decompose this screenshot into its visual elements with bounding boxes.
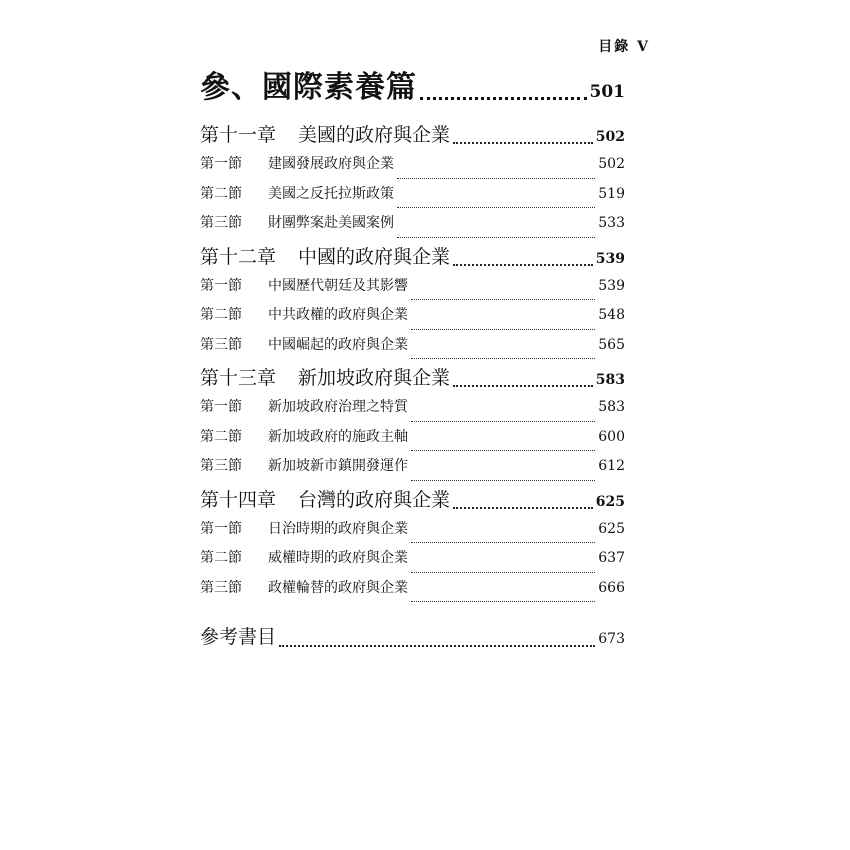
section-entry-page: 502: [598, 156, 625, 172]
chapter-entry-label: [200, 485, 450, 512]
section-entry-title: 日治時期的政府與企業: [268, 520, 408, 537]
section-entry[interactable]: [200, 547, 625, 577]
section-entry-title: 財團弊案赴美國案例: [268, 215, 394, 231]
section-entry-label: [200, 275, 408, 295]
part-page: 501: [589, 82, 625, 102]
chapter-entry-label: [200, 363, 450, 390]
dot-leader: [411, 572, 595, 573]
section-entry-title: 中共政權的政府與企業: [268, 307, 408, 323]
chapter-entry-title: 中國的政府與企業: [298, 245, 451, 268]
chapter-entry-number: 第十三章: [200, 367, 277, 389]
section-entry-number: 第二節: [200, 185, 242, 202]
section-entry-number: 第三節: [200, 458, 242, 474]
section-entry-title: 威權時期的政府與企業: [268, 550, 408, 566]
section-entry-title: 新加坡政府治理之特質: [268, 399, 408, 415]
table-of-contents: [200, 62, 625, 652]
chapter-entry-page: 502: [595, 129, 625, 145]
section-entry-page: 548: [598, 307, 625, 323]
section-entry-label: [200, 426, 408, 446]
chapter-entry[interactable]: [200, 363, 625, 392]
section-entry-label: [200, 547, 408, 567]
running-head: 目錄 V: [598, 39, 650, 55]
part-title: 參、國際素養篇: [200, 70, 417, 105]
chapter-entry-number: 第十一章: [200, 124, 277, 146]
chapter-entry-number: 第十四章: [200, 488, 277, 511]
chapter-entry-label: [200, 120, 450, 147]
section-entry-label: [200, 212, 394, 232]
section-entry-page: 533: [598, 215, 625, 231]
section-entry[interactable]: [200, 275, 625, 305]
section-entry-label: [200, 577, 408, 597]
section-entry-label: [200, 304, 408, 324]
section-entry-page: 583: [598, 399, 625, 415]
section-entry[interactable]: [200, 334, 625, 364]
section-entry-page: 519: [598, 185, 625, 202]
section-entry-label: [200, 153, 394, 173]
section-entry[interactable]: [200, 577, 625, 607]
section-entry-title: 建國發展政府與企業: [268, 156, 394, 172]
dot-leader: [411, 450, 595, 451]
dot-leader: [397, 207, 595, 208]
bibliography-page: 673: [598, 631, 625, 647]
dot-leader: [411, 601, 595, 602]
section-entry-title: 中國歷代朝廷及其影響: [268, 277, 408, 294]
section-entry-page: 539: [598, 277, 625, 294]
dot-leader: [411, 480, 595, 481]
chapter-entry-page: 539: [595, 250, 625, 267]
section-entry-label: [200, 455, 408, 475]
chapter-entry-title: 美國的政府與企業: [298, 124, 451, 146]
chapter-entry-page: 583: [595, 372, 625, 388]
section-entry-label: [200, 396, 408, 416]
dot-leader: [411, 542, 595, 543]
section-entry-page: 612: [598, 458, 625, 474]
section-entry[interactable]: [200, 212, 625, 242]
section-entry[interactable]: [200, 455, 625, 485]
dot-leader: [453, 142, 593, 144]
section-entry-title: 新加坡政府的施政主軸: [268, 428, 408, 445]
section-entry-label: [200, 518, 408, 538]
chapter-entry[interactable]: [200, 242, 625, 271]
chapter-entry-title: 台灣的政府與企業: [298, 488, 451, 511]
chapter-entry-page: 625: [595, 493, 625, 510]
dot-leader: [453, 507, 593, 509]
dot-leader: [279, 645, 595, 647]
dot-leader: [411, 299, 595, 300]
section-entry-number: 第二節: [200, 428, 242, 445]
dot-leader: [397, 237, 595, 238]
section-entry[interactable]: [200, 396, 625, 426]
dot-leader: [453, 385, 593, 387]
dot-leader: [411, 329, 595, 330]
section-entry-title: 政權輪替的政府與企業: [268, 579, 408, 596]
dot-leader: [411, 358, 595, 359]
section-entry[interactable]: [200, 426, 625, 456]
section-entry-page: 666: [598, 579, 625, 596]
section-entry-title: 中國崛起的政府與企業: [268, 336, 408, 353]
section-entry-page: 625: [598, 520, 625, 537]
section-entry-number: 第二節: [200, 550, 242, 566]
dot-leader: [420, 97, 587, 100]
section-entry-number: 第一節: [200, 399, 242, 415]
chapter-entry-label: [200, 242, 450, 269]
section-entry-page: 565: [598, 336, 625, 353]
section-entry[interactable]: [200, 304, 625, 334]
section-entry-label: [200, 334, 408, 354]
dot-leader: [411, 421, 595, 422]
section-entry-page: 600: [598, 428, 625, 445]
section-entry-number: 第一節: [200, 277, 242, 294]
dot-leader: [453, 264, 593, 266]
section-entry-number: 第二節: [200, 307, 242, 323]
section-entry-number: 第三節: [200, 215, 242, 231]
section-entry[interactable]: [200, 153, 625, 183]
part-entry[interactable]: [200, 62, 625, 106]
section-entry[interactable]: [200, 183, 625, 213]
chapter-entry-number: 第十二章: [200, 245, 277, 268]
section-entry-title: 新加坡新市鎮開發運作: [268, 458, 408, 474]
section-entry-number: 第三節: [200, 579, 242, 596]
section-entry-label: [200, 183, 394, 203]
chapter-list: [200, 120, 625, 606]
section-entry-number: 第一節: [200, 156, 242, 172]
section-entry-title: 美國之反托拉斯政策: [268, 185, 394, 202]
section-entry[interactable]: [200, 518, 625, 548]
chapter-entry-title: 新加坡政府與企業: [298, 367, 451, 389]
section-entry-number: 第三節: [200, 336, 242, 353]
chapter-entry[interactable]: [200, 485, 625, 514]
section-entry-number: 第一節: [200, 520, 242, 537]
bibliography-entry[interactable]: [200, 622, 625, 652]
section-entry-page: 637: [598, 550, 625, 566]
chapter-entry[interactable]: [200, 120, 625, 149]
bibliography-title: 參考書目: [200, 626, 277, 648]
dot-leader: [397, 178, 595, 179]
